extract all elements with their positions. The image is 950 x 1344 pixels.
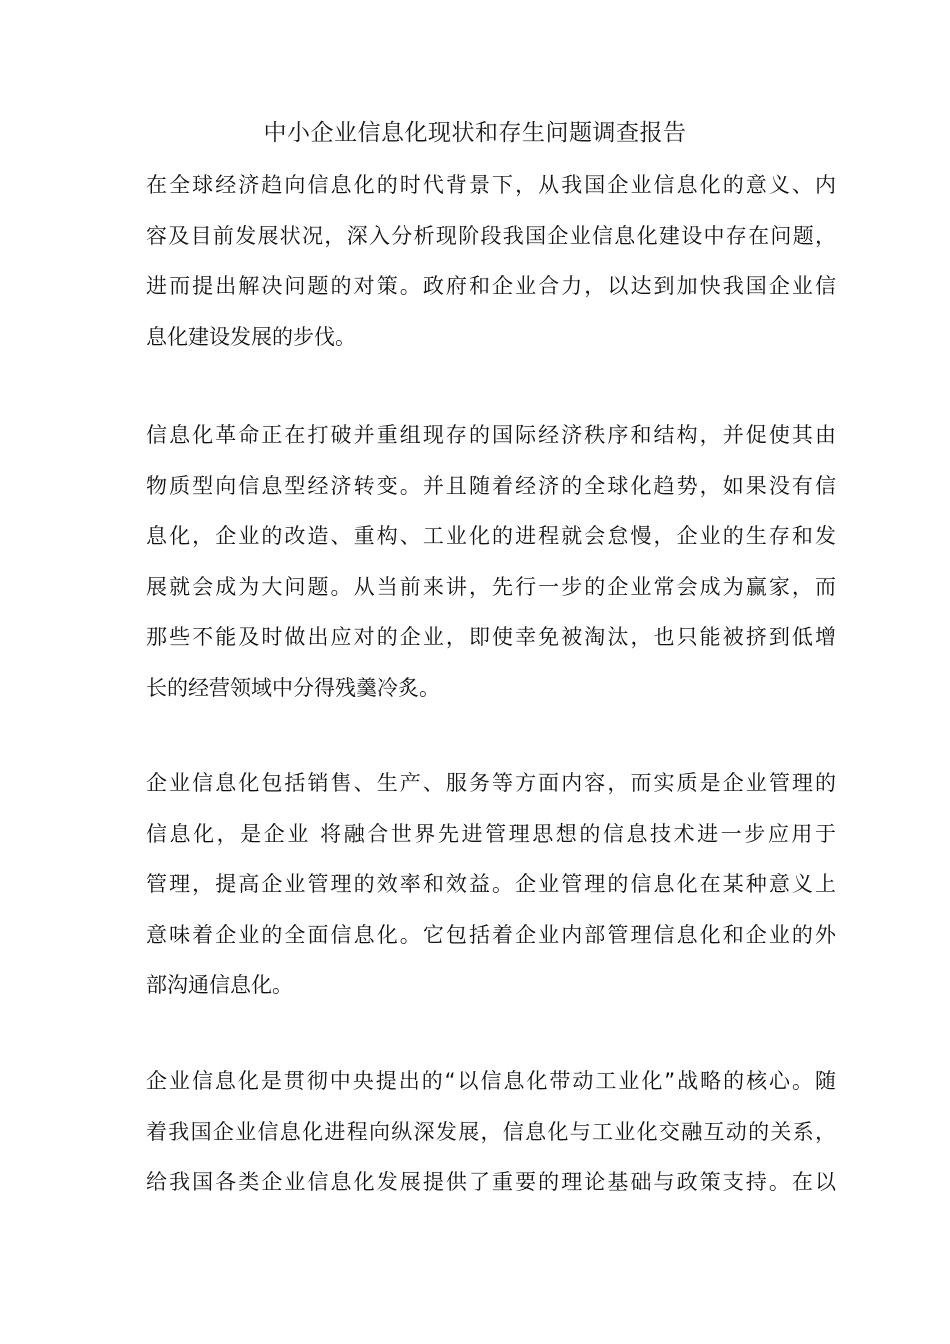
paragraph-4 <box>146 1056 836 1208</box>
text-line: 企业信息化包括销售、生产、服务等方面内容，而实质是企业管理的 <box>146 771 836 795</box>
paragraph-3 <box>146 758 836 1011</box>
text-line: 进而提出解决问题的对策。政府和企业合力，以达到加快我国企业信 <box>146 274 836 298</box>
text-line: 企业信息化是贯彻中央提出的“以信息化带动工业化”战略的核心。随 <box>146 1069 836 1093</box>
paragraph-2 <box>146 410 836 713</box>
text-line: 信息化革命正在打破并重组现存的国际经济秩序和结构，并促使其由 <box>146 423 836 447</box>
text-line: 管理，提高企业管理的效率和效益。企业管理的信息化在某种意义上 <box>146 872 836 896</box>
text-line: 展就会成为大问题。从当前来讲，先行一步的企业常会成为赢家，而 <box>146 574 836 599</box>
text-line: 长的经营领域中分得残羹冷炙。 <box>146 675 440 700</box>
text-line: 物质型向信息型经济转变。并且随着经济的全球化趋势，如果没有信 <box>146 473 836 498</box>
text-line: 容及目前发展状况，深入分析现阶段我国企业信息化建设中存在问题， <box>146 223 836 248</box>
text-line: 部沟通信息化。 <box>146 973 293 997</box>
text-line: 那些不能及时做出应对的企业，即使幸免被淘汰，也只能被挤到低增 <box>146 625 836 649</box>
document-title: 中小企业信息化现状和存生问题调查报告 <box>263 120 687 146</box>
text-line: 息化，企业的改造、重构、工业化的进程就会怠慢，企业的生存和发 <box>146 524 836 548</box>
text-line: 息化建设发展的步伐。 <box>146 324 356 349</box>
text-line: 信息化，是企业 将融合世界先进管理思想的信息技术进一步应用于 <box>146 821 836 846</box>
paragraph-1 <box>146 160 836 362</box>
text-line: 意味着企业的全面信息化。它包括着企业内部管理信息化和企业的外 <box>146 922 836 947</box>
text-line: 着我国企业信息化进程向纵深发展，信息化与工业化交融互动的关系， <box>146 1119 836 1144</box>
text-line: 在全球经济趋向信息化的时代背景下，从我国企业信息化的意义、内 <box>146 173 836 197</box>
text-line: 给我国各类企业信息化发展提供了重要的理论基础与政策支持。在以 <box>146 1170 836 1194</box>
